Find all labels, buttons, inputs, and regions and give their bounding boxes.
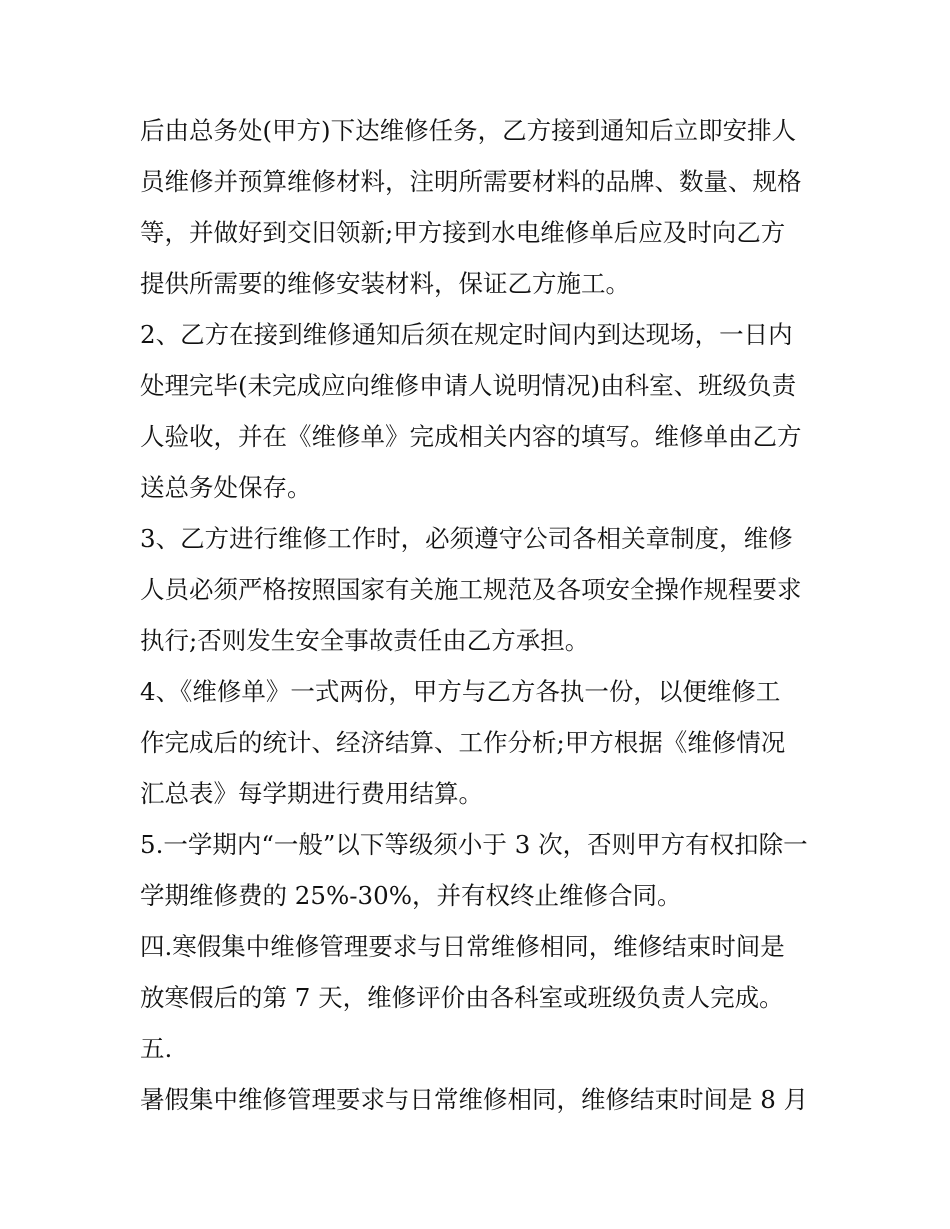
document-body — [140, 105, 820, 1125]
text-line: 提供所需要的维修安装材料，保证乙方施工。 — [140, 269, 630, 298]
text-line: 5.一学期内“一般”以下等级须小于 3 次，否则甲方有权扣除一 — [140, 830, 808, 859]
text-line: 作完成后的统计、经济结算、工作分析;甲方根据《维修情况 — [140, 728, 786, 757]
text-line: 等，并做好到交旧领新;甲方接到水电维修单后应及时向乙方 — [140, 218, 786, 247]
text-line: 暑假集中维修管理要求与日常维修相同，维修结束时间是 8 月 — [140, 1085, 809, 1114]
text-line: 2、乙方在接到维修通知后须在规定时间内到达现场，一日内 — [140, 320, 793, 349]
text-line: 学期维修费的 25%-30%，并有权终止维修合同。 — [140, 881, 682, 910]
text-line: 后由总务处(甲方)下达维修任务，乙方接到通知后立即安排人 — [140, 116, 797, 145]
text-line: 汇总表》每学期进行费用结算。 — [140, 779, 483, 808]
text-line: 人员必须严格按照国家有关施工规范及各项安全操作规程要求 — [140, 575, 802, 604]
text-line: 3、乙方进行维修工作时，必须遵守公司各相关章制度，维修 — [140, 524, 793, 553]
text-line: 4、《维修单》一式两份，甲方与乙方各执一份，以便维修工 — [140, 677, 781, 706]
text-line: 五. — [140, 1034, 173, 1063]
text-line: 员维修并预算维修材料，注明所需要材料的品牌、数量、规格 — [140, 167, 802, 196]
text-line: 执行;否则发生安全事故责任由乙方承担。 — [140, 626, 590, 655]
text-line: 人验收，并在《维修单》完成相关内容的填写。维修单由乙方 — [140, 422, 802, 451]
text-line: 放寒假后的第 7 天，维修评价由各科室或班级负责人完成。 — [140, 983, 784, 1012]
text-line: 处理完毕(未完成应向维修申请人说明情况)由科室、班级负责 — [140, 371, 797, 400]
text-line: 四.寒假集中维修管理要求与日常维修相同，维修结束时间是 — [140, 932, 785, 961]
text-line: 送总务处保存。 — [140, 473, 312, 502]
